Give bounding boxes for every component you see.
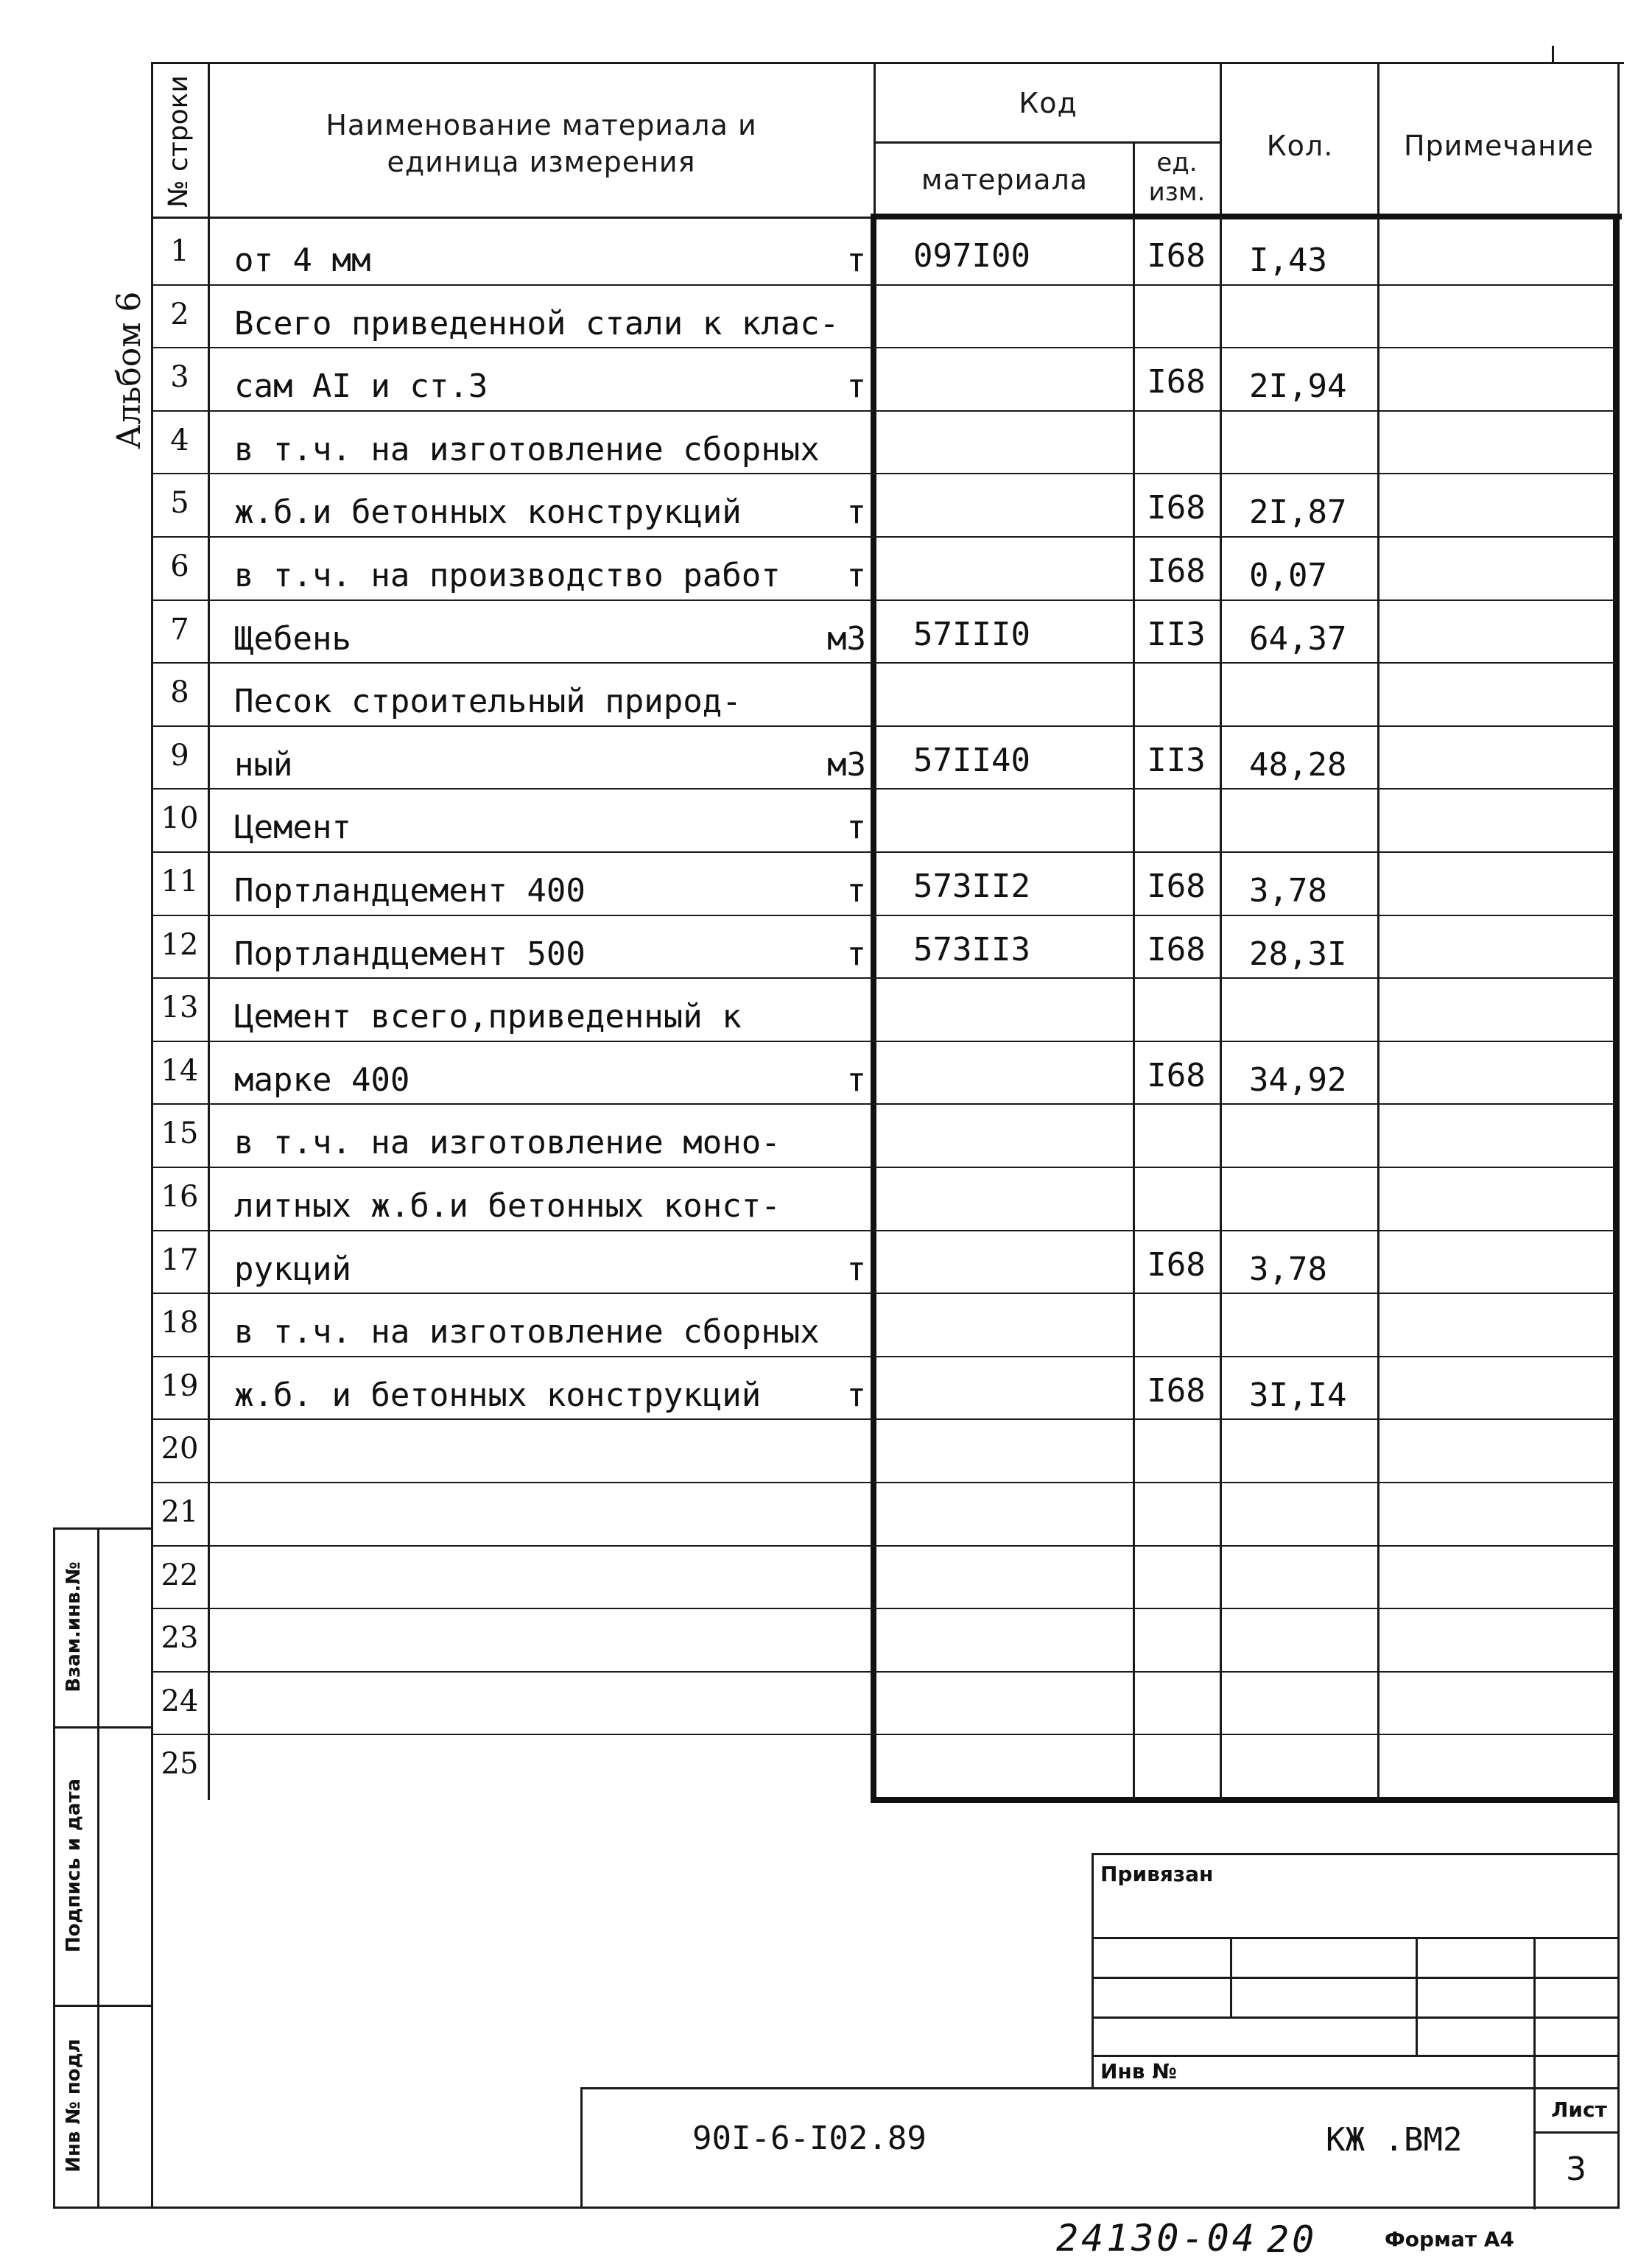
row-number: 13	[161, 991, 199, 1025]
row-material-name: Портландцемент 400	[234, 872, 586, 910]
bold-frame-bottom	[871, 1797, 1619, 1803]
header-note: Примечание	[1403, 130, 1595, 162]
col-name-line-header	[874, 62, 876, 217]
row-separator	[151, 1293, 1617, 1294]
row-material-name: марке 400	[234, 1061, 410, 1099]
row-separator	[151, 915, 1617, 916]
row-separator	[151, 662, 1617, 664]
row-unit: т	[846, 809, 866, 847]
header-row-number: № строки	[164, 75, 194, 208]
row-material-name: Цемент всего,приведенный к	[234, 998, 742, 1036]
row-separator	[151, 473, 1617, 474]
row-material-name: ный	[234, 745, 293, 784]
row-unit: м3	[827, 619, 866, 658]
header-qty: Кол.	[1266, 130, 1334, 162]
row-separator	[151, 1734, 1617, 1735]
row-material-name: Всего приведенной стали к клас-	[234, 304, 840, 342]
side-inv-podl-label: Инв № подл	[63, 2039, 85, 2173]
row-quantity: 0,07	[1249, 557, 1327, 594]
row-number: 15	[161, 1117, 199, 1151]
row-material-name: Портландцемент 500	[234, 935, 586, 973]
code-subheader-line	[874, 141, 1220, 144]
row-number: 12	[161, 927, 199, 962]
row-separator	[151, 410, 1617, 412]
tb-inv-label: Инв №	[1100, 2059, 1177, 2084]
row-number: 5	[170, 486, 189, 521]
row-unit-code: I68	[1147, 1245, 1206, 1284]
row-number: 22	[161, 1558, 199, 1592]
row-material-code: 573II2	[913, 868, 1030, 905]
row-unit-code: I68	[1147, 363, 1206, 401]
row-number: 25	[161, 1747, 199, 1782]
row-number: 3	[170, 360, 189, 395]
row-number: 17	[161, 1242, 199, 1277]
row-quantity: I,43	[1249, 242, 1327, 279]
row-unit-code: I68	[1147, 1056, 1206, 1094]
col-note-line	[1377, 217, 1379, 1800]
header-name-line2: единица измерения	[387, 146, 696, 178]
col-qty-line	[1220, 217, 1222, 1800]
row-unit: т	[846, 872, 866, 910]
tb-grid-line-1	[1092, 1937, 1617, 1939]
row-unit: т	[846, 368, 866, 406]
row-unit-code: I68	[1147, 1371, 1206, 1410]
row-number: 24	[161, 1684, 199, 1718]
row-number: 18	[161, 1306, 199, 1340]
header-code: Код	[1019, 87, 1078, 119]
footer-format: Формат А4	[1385, 2227, 1514, 2251]
row-separator	[151, 1545, 1617, 1547]
row-number: 8	[170, 675, 189, 710]
row-unit-code: I68	[1147, 552, 1206, 590]
row-material-name: рукций	[234, 1250, 351, 1288]
row-material-code: 097I00	[913, 237, 1030, 275]
row-separator	[151, 977, 1617, 979]
row-unit: т	[846, 1061, 866, 1099]
side-box-left	[53, 1527, 55, 2209]
row-quantity: 64,37	[1249, 619, 1347, 658]
row-quantity: 2I,94	[1249, 368, 1347, 406]
col-rownum-line	[208, 62, 210, 1800]
row-number: 2	[170, 297, 189, 331]
row-quantity: 3,78	[1249, 1250, 1327, 1288]
row-separator	[151, 1356, 1617, 1357]
row-number: 1	[170, 234, 189, 268]
tb-privyazan-top	[1092, 1853, 1617, 1855]
table-top-border	[151, 62, 1624, 64]
footer-stamp-number: 24130-04	[1056, 2217, 1257, 2260]
row-material-code: 573II3	[913, 930, 1030, 968]
row-material-name: Цемент	[234, 809, 351, 847]
row-material-name: ж.б.и бетонных конструкций	[234, 493, 742, 532]
row-separator	[151, 1418, 1617, 1420]
row-unit: т	[846, 493, 866, 532]
row-number: 20	[161, 1432, 199, 1466]
row-separator	[151, 347, 1617, 348]
row-number: 14	[161, 1053, 199, 1088]
col-unitcode-line	[1133, 217, 1135, 1800]
row-separator	[151, 1482, 1617, 1483]
album-label: Альбом 6	[110, 291, 148, 449]
row-separator	[151, 284, 1617, 286]
row-number: 21	[161, 1495, 199, 1529]
tb-grid-line-3	[1092, 2016, 1617, 2019]
row-separator	[151, 536, 1617, 538]
row-number: 6	[170, 549, 189, 583]
header-material: материала	[921, 163, 1089, 196]
row-unit: т	[846, 1376, 866, 1414]
row-separator	[151, 1041, 1617, 1042]
side-vzam-label: Взам.инв.№	[63, 1561, 85, 1692]
row-material-name: Щебень	[234, 619, 351, 658]
tb-doc-code: КЖ .ВМ2	[1326, 2121, 1463, 2159]
row-separator	[151, 1167, 1617, 1168]
corner-mark	[1552, 46, 1554, 62]
tb-privyazan-label: Привязан	[1100, 1862, 1214, 1886]
row-separator	[151, 599, 1617, 601]
row-unit-code: I68	[1147, 237, 1206, 275]
tb-doc-number: 90I-6-I02.89	[692, 2120, 927, 2157]
tb-grid-col-1	[1230, 1937, 1232, 2016]
tb-sheet-line	[1533, 2131, 1617, 2134]
row-number: 7	[170, 612, 189, 647]
row-number: 16	[161, 1180, 199, 1214]
row-number: 9	[170, 738, 189, 773]
tb-main-top	[580, 2087, 1617, 2089]
row-unit-code: II3	[1147, 741, 1206, 779]
tb-privyazan-left	[1092, 1853, 1094, 2087]
row-material-name: в т.ч. на изготовление моно-	[234, 1124, 781, 1162]
tb-sheet-number: 3	[1566, 2151, 1586, 2188]
tb-grid-line-2	[1092, 1977, 1617, 1979]
row-separator	[151, 1608, 1617, 1609]
row-material-name: в т.ч. на изготовление сборных	[234, 430, 820, 468]
row-unit-code: I68	[1147, 489, 1206, 527]
row-separator	[151, 788, 1617, 790]
tb-grid-col-2	[1416, 1937, 1418, 2055]
row-unit-code: I68	[1147, 930, 1206, 968]
row-number: 11	[161, 865, 199, 899]
col-qty-line-header	[1220, 62, 1222, 217]
footer-stamp-sheet: 20	[1267, 2218, 1318, 2261]
bold-frame-top	[871, 214, 1622, 219]
row-number: 19	[161, 1368, 199, 1403]
row-quantity: 2I,87	[1249, 493, 1347, 532]
side-box-bottom	[53, 2207, 151, 2209]
bold-frame-right	[1613, 214, 1619, 1803]
row-unit: т	[846, 935, 866, 973]
row-unit: м3	[827, 745, 866, 784]
row-separator	[151, 1230, 1617, 1231]
row-unit: т	[846, 557, 866, 594]
row-material-code: 57III0	[913, 615, 1030, 653]
row-unit: т	[846, 242, 866, 279]
row-material-name: ж.б. и бетонных конструкций	[234, 1376, 762, 1414]
row-separator	[151, 1103, 1617, 1105]
row-material-name: Песок строительный природ-	[234, 683, 742, 721]
side-podpis-label: Подпись и дата	[63, 1778, 85, 1953]
header-name-line1: Наименование материала и	[326, 109, 757, 141]
row-quantity: 48,28	[1249, 745, 1347, 784]
row-material-name: от 4 мм	[234, 242, 371, 279]
row-number: 4	[170, 423, 189, 457]
tb-sheet-label: Лист	[1551, 2098, 1607, 2122]
row-material-name: литных ж.б.и бетонных конст-	[234, 1187, 781, 1225]
tb-grid-line-4	[1092, 2055, 1617, 2057]
row-separator	[151, 851, 1617, 853]
row-material-code: 57II40	[913, 741, 1030, 779]
row-number: 10	[161, 801, 199, 836]
tb-main-bottom	[151, 2207, 1620, 2209]
header-unit-line2: изм.	[1148, 177, 1206, 207]
tb-main-left	[580, 2087, 583, 2209]
row-unit: т	[846, 1250, 866, 1288]
header-unit-line1: ед.	[1156, 148, 1198, 177]
bold-frame-left	[871, 214, 876, 1803]
row-quantity: 34,92	[1249, 1061, 1347, 1099]
row-separator	[151, 1671, 1617, 1673]
row-separator	[151, 725, 1617, 727]
col-note-line-header	[1377, 62, 1379, 217]
row-number: 23	[161, 1621, 199, 1656]
row-material-name: в т.ч. на производство работ	[234, 557, 781, 594]
row-quantity: 28,3I	[1249, 935, 1347, 973]
side-box-divider	[97, 1527, 99, 2209]
row-material-name: сам АI и ст.3	[234, 368, 488, 406]
row-material-name: в т.ч. на изготовление сборных	[234, 1313, 820, 1351]
row-unit-code: II3	[1147, 615, 1206, 653]
row-quantity: 3,78	[1249, 872, 1327, 910]
row-unit-code: I68	[1147, 868, 1206, 905]
row-quantity: 3I,I4	[1249, 1376, 1347, 1414]
